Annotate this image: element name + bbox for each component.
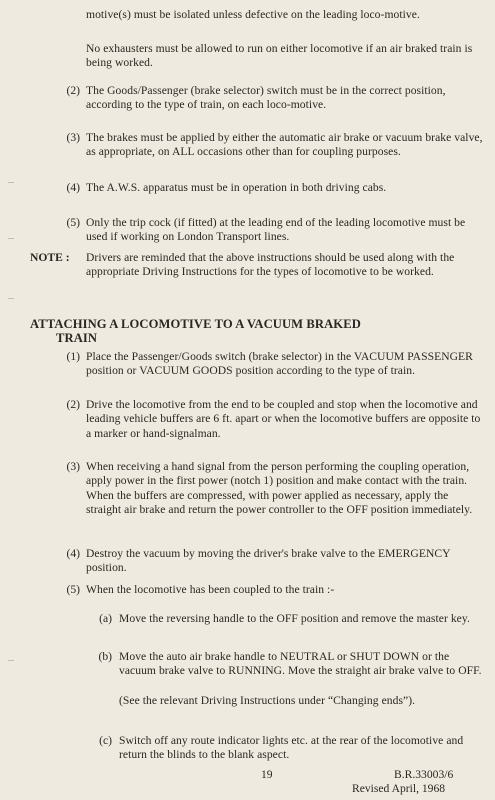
- section-heading: ATTACHING A LOCOMOTIVE TO A VACUUM BRAKED: [30, 317, 361, 331]
- note-text: Drivers are reminded that the above instructions should be used along with the appropriate Driving Instructions for the types of locomotive to be worked.: [86, 251, 455, 279]
- subitem-number: (b): [98, 650, 112, 663]
- margin-mark: [8, 182, 14, 183]
- item-text: When the locomotive has been coupled to the train :-: [86, 583, 335, 596]
- item-number: (4): [66, 181, 80, 194]
- item-text: When receiving a hand signal from the person performing the coupling operation, apply power in the first power (notch 1) position and make contact with the train. When the buffers are compressed, with power applied as necessary, apply the straight air brake and return the power controller to the OFF position immediately.: [86, 460, 473, 517]
- item-number: (5): [66, 216, 80, 229]
- item-number: (3): [66, 131, 80, 144]
- item-text: Place the Passenger/Goods switch (brake selector) in the VACUUM PASSENGER position or VACUUM GOODS position according to the type of train.: [86, 350, 473, 378]
- item-text: Destroy the vacuum by moving the driver's brake valve to the EMERGENCY position.: [86, 547, 451, 575]
- item-text: Drive the locomotive from the end to be coupled and stop when the locomotive and leading vehicle buffers are 6 ft. apart or when the locomotive buffers are opposite to a marker or hand-signalman.: [86, 398, 481, 440]
- subitem-text: Move the auto air brake handle to NEUTRAL or SHUT DOWN or the vacuum brake valve to RUNNING. Move the straight air brake valve to OFF.: [119, 650, 482, 678]
- item-text: The Goods/Passenger (brake selector) switch must be in the correct position, according to the type of train, on each loco-motive.: [86, 84, 446, 112]
- subitem-text: Move the reversing handle to the OFF position and remove the master key.: [119, 612, 470, 625]
- continuation-text-2: No exhausters must be allowed to run on either locomotive if an air braked train is being worked.: [86, 42, 473, 70]
- item-number: (4): [66, 547, 80, 560]
- subitem-number: (c): [99, 734, 112, 747]
- revision-date: Revised April, 1968: [352, 782, 446, 795]
- item-number: (3): [66, 460, 80, 473]
- subitem-number: (a): [99, 612, 112, 625]
- item-text: The brakes must be applied by either the automatic air brake or vacuum brake valve, as appropriate, on ALL occasions other than for coupling purposes.: [86, 131, 483, 159]
- margin-mark: [8, 660, 14, 661]
- item-text: Only the trip cock (if fitted) at the leading end of the leading locomotive must be used if working on London Transport lines.: [86, 216, 466, 244]
- note-label: NOTE :: [30, 251, 70, 264]
- item-number: (2): [66, 398, 80, 411]
- subitem-text-note: (See the relevant Driving Instructions under “Changing ends”).: [119, 694, 416, 707]
- margin-mark: [8, 298, 14, 299]
- page-number: 19: [261, 768, 273, 781]
- section-heading-cont: TRAIN: [56, 331, 98, 345]
- subitem-text: Switch off any route indicator lights etc. at the rear of the locomotive and return the blinds to the blank aspect.: [119, 734, 464, 762]
- margin-mark: [8, 238, 14, 239]
- item-number: (2): [66, 84, 80, 97]
- item-number: (1): [66, 350, 80, 363]
- item-number: (5): [66, 583, 80, 596]
- document-reference: B.R.33003/6: [394, 768, 454, 781]
- continuation-text: motive(s) must be isolated unless defective on the leading loco-motive.: [86, 8, 420, 21]
- item-text: The A.W.S. apparatus must be in operation in both driving cabs.: [86, 181, 387, 194]
